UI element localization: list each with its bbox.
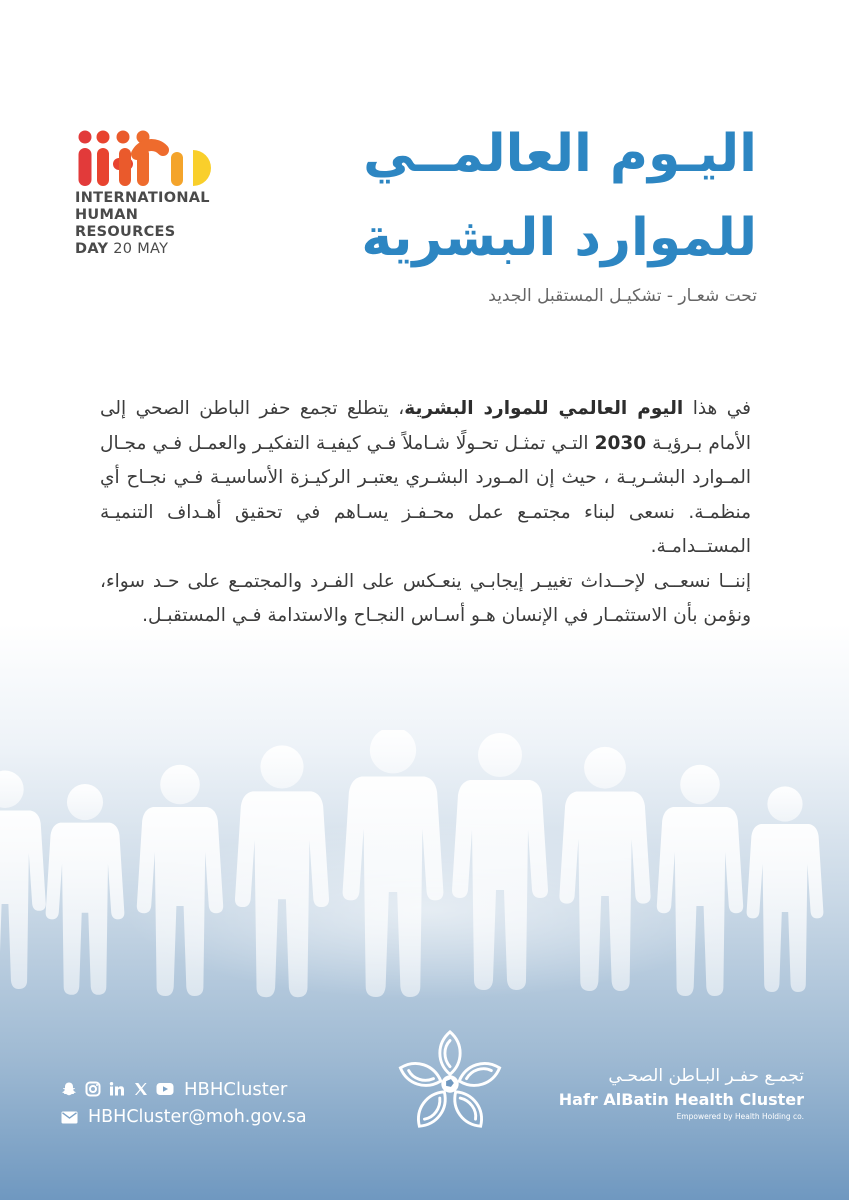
page-title-line2: للموارد البشرية xyxy=(361,208,757,268)
cluster-name-english: Hafr AlBatin Health Cluster xyxy=(558,1090,804,1109)
youtube-icon[interactable] xyxy=(156,1080,174,1098)
cluster-tagline: Empowered by Health Holding co. xyxy=(676,1112,804,1121)
body-text xyxy=(100,392,751,634)
p1-mid: ، يتطلع تجمع حفر الباطن الصحي إلى الأمام بـرؤيـة xyxy=(100,398,752,454)
logo-text-day: DAY xyxy=(75,241,109,257)
snapchat-icon[interactable] xyxy=(60,1080,78,1098)
social-handle[interactable]: HBHCluster xyxy=(184,1078,288,1100)
p1-post: التـي تمثـل تحـولًا شـاملاً فـي كيفيـة التفكيـر والعمـل فـي مجـال المـوارد البشـريـة ، حيث إن المـورد البشـري يعتبـر الركيـزة الأساسيـة فـي نجـاح أي منظمـة. نسعى لبناء مجتمـع عمل محـفـز يسـاهم في تحقيق أهـداف التنميـة المستــدامـة. xyxy=(100,432,751,557)
person-figure xyxy=(137,765,223,996)
logo-text-resources: RESOURCES xyxy=(75,224,176,240)
paragraph-2: إننــا نسعــى لإحــداث تغييـر إيجابـي ينعـكس على الفـرد والمجتمـع على حـد سواء، ونؤمن بأن الاستثمـار في الإنسان هـو أسـاس النجـاح والاستدامة فـي المستقبـل. xyxy=(100,570,751,626)
title-block xyxy=(257,112,757,306)
paragraph-1 xyxy=(100,392,751,565)
logo-text-international: INTERNATIONAL xyxy=(75,190,210,206)
people-figures-illustration xyxy=(0,730,849,1050)
person-figure xyxy=(559,747,650,991)
logo-text-date: 20 MAY xyxy=(113,241,169,257)
linkedin-icon[interactable] xyxy=(108,1080,126,1098)
logo-text-day-row xyxy=(75,241,235,258)
footer-social xyxy=(60,1075,307,1131)
ihrd-logo xyxy=(75,128,235,258)
person-figure xyxy=(46,784,125,995)
ihrd-logo-mark xyxy=(75,128,225,190)
person-figure xyxy=(452,733,548,990)
person-figure xyxy=(747,786,824,992)
person-figure xyxy=(343,730,444,997)
logo-text-human: HUMAN xyxy=(75,207,139,223)
page-title-line1: اليـوم العالمــي xyxy=(363,124,757,184)
cluster-emblem-icon xyxy=(392,1028,508,1140)
email-link[interactable]: HBHCluster@moh.gov.sa xyxy=(88,1107,307,1127)
email-row xyxy=(60,1103,307,1131)
cluster-name-block xyxy=(559,1066,804,1121)
person-figure xyxy=(0,771,46,989)
mail-icon xyxy=(60,1108,78,1126)
instagram-icon[interactable] xyxy=(84,1080,102,1098)
cluster-name-arabic: تجمـع حفـر البـاطن الصحـي xyxy=(608,1066,804,1086)
x-icon[interactable] xyxy=(132,1080,150,1098)
p1-pre: في هذا xyxy=(683,398,751,419)
page-subtitle: تحت شعـار - تشكيـل المستقبل الجديد xyxy=(488,286,757,306)
person-figure xyxy=(657,765,743,996)
p1-bold: اليوم العالمي للموارد البشرية xyxy=(404,398,684,419)
p1-year: 2030 xyxy=(594,432,647,454)
social-handle-row xyxy=(60,1075,307,1103)
person-figure xyxy=(235,745,329,997)
